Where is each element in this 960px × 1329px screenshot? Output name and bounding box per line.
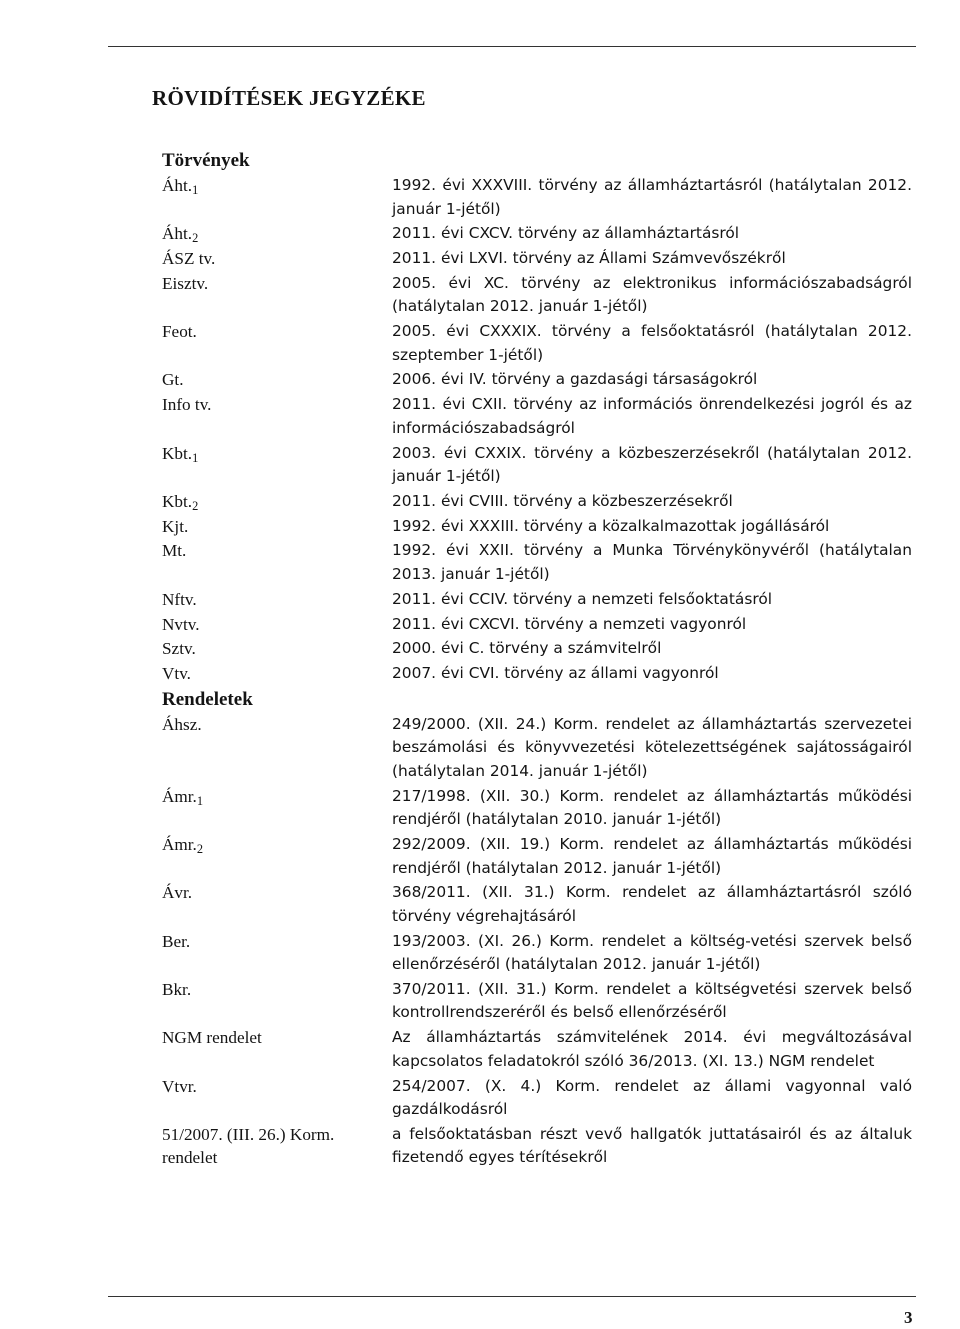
section-heading: Törvények xyxy=(162,150,250,171)
abbreviation xyxy=(162,1075,392,1099)
definition: 2011. évi CVIII. törvény a közbeszerzésekről xyxy=(392,491,733,510)
abbreviation xyxy=(162,637,392,661)
abbreviation-text: Kbt. xyxy=(162,491,193,511)
definition: a felsőoktatásban részt vevő hallgatók juttatásairól és az általuk fizetendő egyes térítésekről xyxy=(392,1124,912,1167)
list-item xyxy=(0,978,960,1025)
abbreviation xyxy=(162,881,392,905)
abbreviation-text: Mt. xyxy=(162,541,187,561)
list-item xyxy=(0,1026,960,1073)
list-item xyxy=(0,1123,960,1170)
section-heading: Rendeletek xyxy=(162,688,253,710)
list-item xyxy=(0,272,960,319)
abbreviation-text: Ámr. xyxy=(162,786,197,806)
definition: 2011. évi CXCVI. törvény a nemzeti vagyonról xyxy=(392,614,747,633)
abbreviation-text: ÁSZ tv. xyxy=(162,249,216,269)
abbreviation-subscript: 2 xyxy=(192,498,199,513)
list-item xyxy=(0,247,960,271)
abbreviation xyxy=(162,930,392,954)
definition: 1992. évi XXXIII. törvény a közalkalmazottak jogállásáról xyxy=(392,516,830,535)
list-item xyxy=(0,222,960,246)
abbreviation-text: Ámr. xyxy=(162,835,197,855)
abbreviation xyxy=(162,713,392,737)
definition: 249/2000. (XII. 24.) Korm. rendelet az államháztartás szervezetei beszámolási és könyvvezetési kötelezettségének sajátosságairól (hatálytalan 2014. január 1-jétől) xyxy=(392,714,912,780)
abbreviation-list xyxy=(0,148,960,1171)
definition: 292/2009. (XII. 19.) Korm. rendelet az államháztartás működési rendjéről (hatálytalan 2012. január 1-jétől) xyxy=(392,835,912,877)
abbreviation xyxy=(162,442,392,471)
abbreviation xyxy=(162,539,392,563)
list-item xyxy=(0,662,960,686)
abbreviation-text: Feot. xyxy=(162,322,197,342)
definition: 2005. évi XC. törvény az elektronikus információszabadságról (hatálytalan 2012. január 1-jétől) xyxy=(392,273,912,316)
abbreviation-text: Áht. xyxy=(162,224,193,244)
abbreviation xyxy=(162,978,392,1002)
definition: 2011. évi CXII. törvény az információs önrendelkezési jogról és az információszabadságról xyxy=(392,395,912,437)
abbreviation-text: Sztv. xyxy=(162,639,196,659)
list-item xyxy=(0,539,960,586)
list-item xyxy=(0,393,960,440)
definition: 2000. évi C. törvény a számvitelről xyxy=(392,639,662,658)
list-item xyxy=(0,442,960,489)
abbreviation-text: 51/2007. (III. 26.) Korm. rendelet xyxy=(162,1124,335,1168)
abbreviation-text: NGM rendelet xyxy=(162,1028,262,1048)
abbreviation xyxy=(162,247,392,271)
top-rule xyxy=(108,46,916,47)
abbreviation-text: Vtvr. xyxy=(162,1076,197,1096)
list-item xyxy=(0,174,960,221)
abbreviation xyxy=(162,1123,392,1170)
definition: Az államháztartás számvitelének 2014. évi megváltozásával kapcsolatos feladatokról szóló 36/2013. (XI. 13.) NGM rendelet xyxy=(392,1028,912,1070)
abbreviation-text: Nvtv. xyxy=(162,614,200,634)
list-item xyxy=(0,588,960,612)
definition: 217/1998. (XII. 30.) Korm. rendelet az államháztartás működési rendjéről (hatálytalan 2010. január 1-jétől) xyxy=(392,786,912,829)
definition: 2006. évi IV. törvény a gazdasági társaságokról xyxy=(392,370,758,389)
abbreviation xyxy=(162,613,392,637)
list-item xyxy=(0,881,960,928)
abbreviation-text: Eisztv. xyxy=(162,273,209,293)
definition: 254/2007. (X. 4.) Korm. rendelet az állami vagyonnal való gazdálkodásról xyxy=(392,1076,912,1119)
abbreviation-text: Bkr. xyxy=(162,979,192,999)
abbreviation-text: Ávr. xyxy=(162,883,193,903)
abbreviation-text: Vtv. xyxy=(162,664,191,684)
abbreviation xyxy=(162,785,392,814)
abbreviation-subscript: 2 xyxy=(196,842,204,857)
definition: 370/2011. (XII. 31.) Korm. rendelet a költségvetési szervek belső kontrollrendszeréről és belső ellenőrzéséről xyxy=(392,979,912,1022)
abbreviation-text: Ber. xyxy=(162,931,191,951)
abbreviation xyxy=(162,393,392,417)
definition: 193/2003. (XI. 26.) Korm. rendelet a költség-vetési szervek belső ellenőrzéséről (hatálytalan 2012. január 1-jétől) xyxy=(392,931,912,974)
abbreviation-subscript: 2 xyxy=(192,231,199,246)
list-item xyxy=(0,490,960,514)
abbreviation-text: Info tv. xyxy=(162,395,212,415)
abbreviation-text: Nftv. xyxy=(162,589,197,609)
list-item xyxy=(0,515,960,539)
abbreviation-text: Kjt. xyxy=(162,516,189,536)
abbreviation-subscript: 1 xyxy=(192,450,199,465)
definition: 2011. évi LXVI. törvény az Állami Számvevőszékről xyxy=(392,249,786,268)
definition: 2007. évi CVI. törvény az állami vagyonról xyxy=(392,664,719,683)
abbreviation-subscript: 1 xyxy=(196,793,204,808)
definition: 1992. évi XXXVIII. törvény az államháztartásról (hatálytalan 2012. január 1-jétől) xyxy=(392,176,912,218)
definition: 2011. évi CCIV. törvény a nemzeti felsőoktatásról xyxy=(392,589,773,608)
list-item xyxy=(0,368,960,392)
definition: 2003. évi CXXIX. törvény a közbeszerzésekről (hatálytalan 2012. január 1-jétől) xyxy=(392,443,912,486)
abbreviation xyxy=(162,1026,392,1050)
bottom-rule xyxy=(108,1296,916,1297)
abbreviation xyxy=(162,662,392,686)
list-item xyxy=(0,1075,960,1122)
definition: 1992. évi XXII. törvény a Munka Törvénykönyvéről (hatálytalan 2013. január 1-jétől) xyxy=(392,541,912,583)
abbreviation xyxy=(162,368,392,392)
definition: 2011. évi CXCV. törvény az államháztartásról xyxy=(392,224,740,243)
abbreviation-subscript: 1 xyxy=(192,183,199,198)
list-item xyxy=(0,833,960,880)
definition: 2005. évi CXXXIX. törvény a felsőoktatásról (hatálytalan 2012. szeptember 1-jétől) xyxy=(392,322,912,364)
abbreviation xyxy=(162,588,392,612)
list-item xyxy=(0,320,960,367)
abbreviation-text: Kbt. xyxy=(162,443,193,463)
abbreviation xyxy=(162,515,392,539)
abbreviation xyxy=(162,833,392,862)
list-item xyxy=(0,930,960,977)
abbreviation-text: Áht. xyxy=(162,176,193,195)
page-title: RÖVIDÍTÉSEK JEGYZÉKE xyxy=(152,86,426,110)
abbreviation xyxy=(162,174,392,203)
abbreviation-text: Áhsz. xyxy=(162,714,202,734)
list-item xyxy=(0,785,960,832)
abbreviation xyxy=(162,320,392,344)
list-item xyxy=(0,713,960,784)
abbreviation-text: Gt. xyxy=(162,370,184,390)
definition: 368/2011. (XII. 31.) Korm. rendelet az államháztartásról szóló törvény végrehajtásáról xyxy=(392,883,912,925)
page-number: 3 xyxy=(904,1308,913,1327)
list-item xyxy=(0,613,960,637)
list-item xyxy=(0,637,960,661)
abbreviation xyxy=(162,272,392,296)
